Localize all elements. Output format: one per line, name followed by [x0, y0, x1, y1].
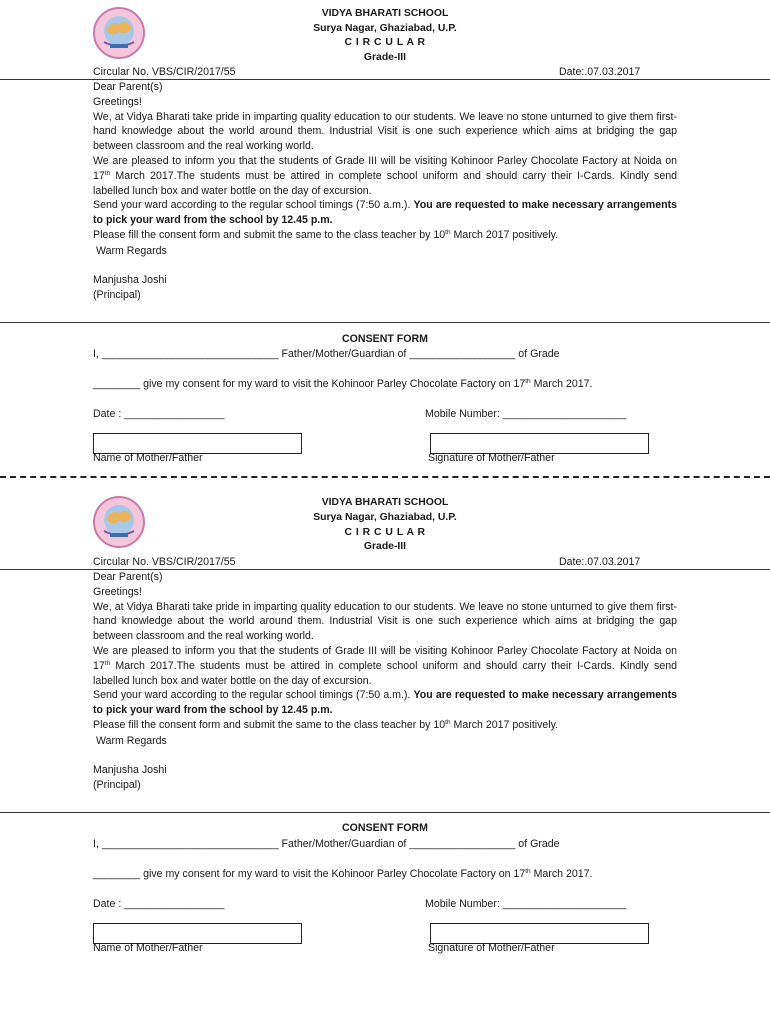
school-name: VIDYA BHARATI SCHOOL — [321, 8, 449, 19]
signatory-name: Manjusha Joshi — [93, 274, 167, 286]
consent-date-field: Date : _________________ — [93, 898, 225, 910]
consent-form-title: CONSENT FORM — [342, 333, 428, 345]
greeting: Greetings! — [93, 585, 142, 598]
consent-line-parent: I, ______________________________ Father/Mother/Guardian of __________________ of Grade — [93, 348, 560, 360]
circular-number: Circular No. VBS/CIR/2017/55 — [93, 556, 236, 568]
grade-label: Grade-III — [363, 541, 407, 552]
paragraph-timing: Send your ward according to the regular school timings (7:50 a.m.). You are requested to make necessary arrangements to pick your ward from the school by 12.45 p.m. — [93, 689, 677, 717]
consent-mobile-field: Mobile Number: _____________________ — [425, 898, 627, 910]
paragraph-visit: We are pleased to inform you that the students of Grade III will be visiting Kohinoor Parley Chocolate Factory at Noida on 17th March 2017.The students must be attired in complete school uniform and should carry their I-Cards. Kindly send labelled lunch box and water bottle on the day of excursion. — [93, 154, 677, 197]
document-type: C I R C U L A R — [344, 526, 426, 538]
consent-form-title: CONSENT FORM — [342, 822, 428, 834]
parent-name-label: Name of Mother/Father — [93, 942, 203, 954]
consent-line-parent: I, ______________________________ Father/Mother/Guardian of __________________ of Grade — [93, 838, 560, 850]
warm-regards: Warm Regards — [96, 245, 167, 257]
salutation: Dear Parent(s) — [93, 571, 163, 583]
consent-date-field: Date : _________________ — [93, 408, 225, 420]
circular-date: Date:.07.03.2017 — [559, 66, 641, 78]
paragraph-visit: We are pleased to inform you that the students of Grade III will be visiting Kohinoor Parley Chocolate Factory at Noida on 17th March 2017.The students must be attired in complete school uniform and should carry their I-Cards. Kindly send labelled lunch box and water bottle on the day of excursion. — [93, 644, 677, 687]
school-address: Surya Nagar, Ghaziabad, U.P. — [313, 22, 457, 34]
greeting: Greetings! — [93, 95, 142, 108]
circular-number: Circular No. VBS/CIR/2017/55 — [93, 66, 236, 78]
cut-line — [0, 476, 770, 478]
signatory-title: (Principal) — [93, 289, 141, 301]
section-divider — [0, 322, 770, 323]
paragraph-intro: We, at Vidya Bharati take pride in imparting quality education to our students. We leave no stone unturned to give them first-hand knowledge about the world around them. Industrial Visit is one such experience which aims at bridging the gap between classroom and the real working world. — [93, 110, 677, 153]
consent-line-ward: ________ give my consent for my ward to visit the Kohinoor Parley Chocolate Factory on 17th March 2017. — [93, 378, 593, 390]
school-name: VIDYA BHARATI SCHOOL — [321, 497, 449, 508]
section-divider — [0, 812, 770, 813]
consent-mobile-field: Mobile Number: _____________________ — [425, 408, 627, 420]
signatory-name: Manjusha Joshi — [93, 764, 167, 776]
signatory-title: (Principal) — [93, 779, 141, 791]
school-address: Surya Nagar, Ghaziabad, U.P. — [313, 512, 457, 523]
parent-signature-label: Signature of Mother/Father — [428, 452, 555, 464]
school-logo — [92, 6, 146, 60]
paragraph-intro: We, at Vidya Bharati take pride in imparting quality education to our students. We leave no stone unturned to give them first-hand knowledge about the world around them. Industrial Visit is one such experience which aims at bridging the gap between classroom and the real working world. — [93, 600, 677, 643]
paragraph-consent: Please fill the consent form and submit the same to the class teacher by 10th March 2017 positively. — [93, 718, 559, 731]
circular-body — [93, 80, 677, 243]
school-logo — [92, 495, 146, 549]
paragraph-timing: Send your ward according to the regular school timings (7:50 a.m.). You are requested to make necessary arrangements to pick your ward from the school by 12.45 p.m. — [93, 199, 677, 227]
document-type: C I R C U L A R — [344, 37, 426, 48]
parent-signature-label: Signature of Mother/Father — [428, 942, 555, 954]
circular-body — [93, 570, 677, 733]
circular-date: Date:.07.03.2017 — [559, 556, 641, 568]
consent-line-ward: ________ give my consent for my ward to visit the Kohinoor Parley Chocolate Factory on 17th March 2017. — [93, 868, 593, 880]
warm-regards: Warm Regards — [96, 735, 167, 747]
paragraph-consent: Please fill the consent form and submit the same to the class teacher by 10th March 2017 positively. — [93, 228, 559, 241]
salutation: Dear Parent(s) — [93, 81, 163, 93]
parent-name-label: Name of Mother/Father — [93, 452, 203, 464]
grade-label: Grade-III — [363, 51, 407, 63]
